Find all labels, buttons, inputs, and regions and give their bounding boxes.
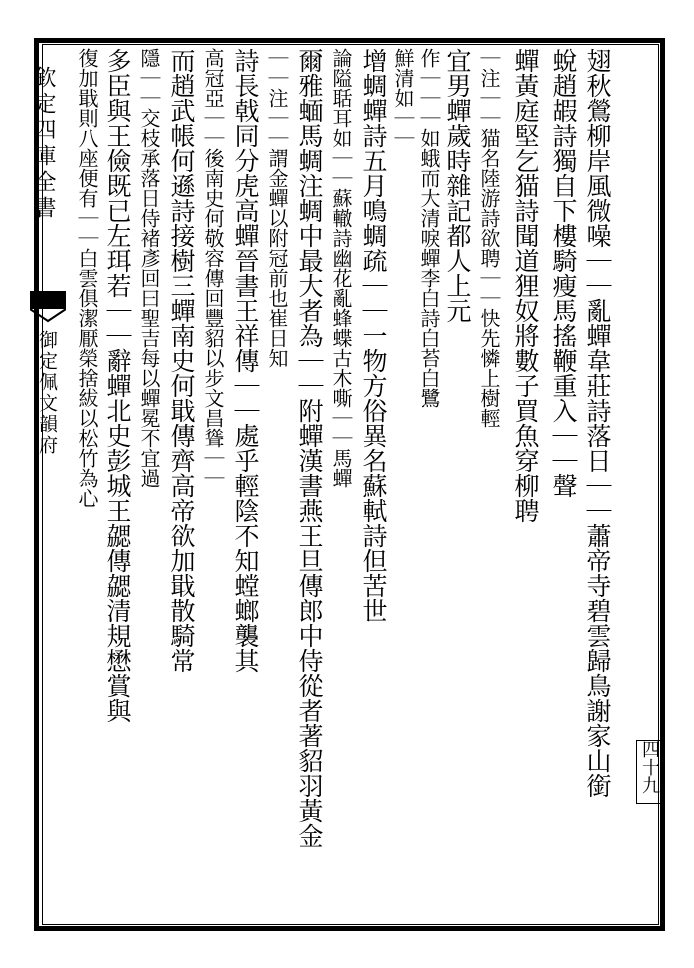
text-column-17: 復加戢則八座便有｜｜白雲俱潔厭榮捨紱以松竹為心 [75,48,99,508]
text-column-4: ｜注｜｜猫名陸游詩欲聘｜｜快先憐上樹輕 [477,48,501,428]
text-column-13: 高冠亞｜｜後南史何敬容傳回豐貂以步文昌聳｜｜ [201,48,225,488]
page-number-text: 四十九 [639,740,660,794]
text-column-8: 增蜩蟬詩五月鳴蜩疏｜｜一物方俗異名蘇軾詩但苦世 [359,48,388,623]
fishtail-block [30,291,66,309]
text-column-16: 多臣與王儉既已左珥若｜｜辭蟬北史彭城王勰傳勰清規懋賞與 [103,48,132,723]
text-column-5: 宜男蟬歲時雜記都人上元 [443,48,472,323]
text-column-12: 詩長戟同分虎高蟬晉書王祥傳｜｜處乎輕陰不知螳螂襲其 [231,48,260,673]
page-margin [0,0,72,968]
text-column-14: 而趙武帳何遜詩接樹三蟬南史何戢傳齊高帝欲加戢散騎常 [167,48,196,673]
text-column-10: 爾雅蝒馬蜩注蜩中最大者為｜｜附蟬漢書燕王旦傳郎中侍從者著貂羽黃金 [295,48,324,848]
volume-title: 御定佩文韻府 [36,330,58,456]
fishtail-mark [30,309,66,323]
text-column-9: 論隘聒耳如｜｜蘇轍詩幽花亂蜂蝶古木嘶｜｜馬蟬 [329,48,353,488]
text-column-2: 蛻趙嘏詩獨自下樓騎瘦馬搖鞭重入｜｜聲 [549,48,578,498]
text-column-6: 作｜｜｜如蛾而大清唳蟬李白詩白苔白鷺 [417,48,441,408]
book-title: 欽定四庫全書 [31,66,56,222]
text-column-1: 翅秋鶯柳岸風微噪｜｜亂蟬韋莊詩落日｜｜蕭帝寺碧雲歸鳥謝家山銜 [583,48,612,798]
text-column-7: 鮮清如｜｜ [391,48,415,148]
text-column-3: 蟬黃庭堅乞猫詩聞道狸奴將數子買魚穿柳聘 [511,48,540,523]
text-column-11: ｜｜注｜｜謂金蟬以附冠前也崔日知 [265,48,289,368]
text-column-15: 隱｜｜交枝承落日侍褚彥回曰聖吉每以蟬冕不宜過 [137,48,161,488]
